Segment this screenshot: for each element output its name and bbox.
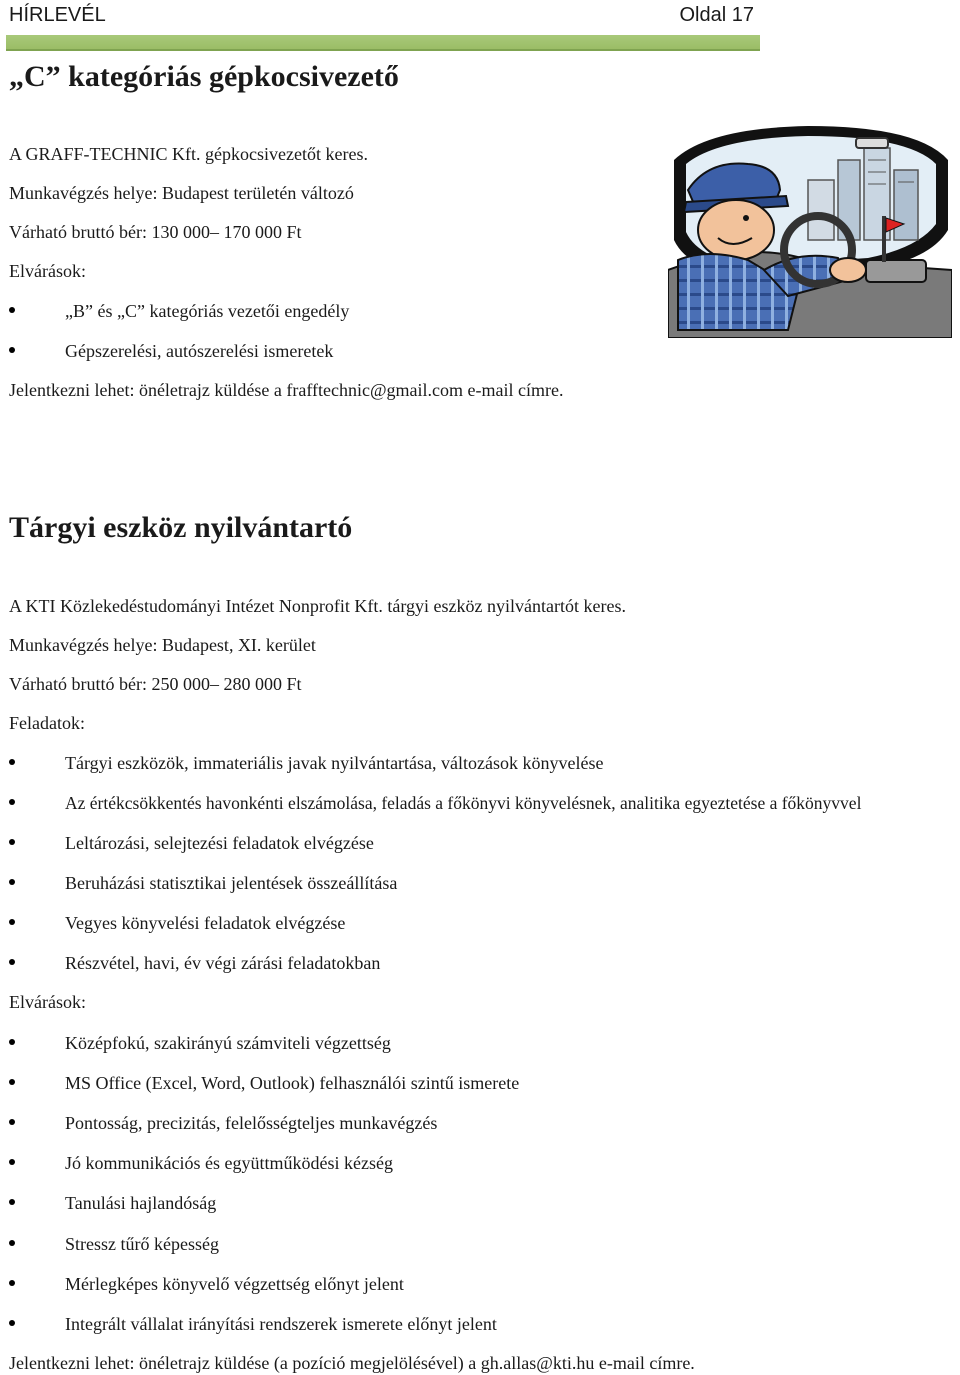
bullet-icon xyxy=(9,1280,15,1286)
job2-line: Munkavégzés helye: Budapest, XI. kerület xyxy=(9,635,316,655)
job2-line: A KTI Közlekedéstudományi Intézet Nonprofit Kft. tárgyi eszköz nyilvántartót keres. xyxy=(9,596,626,616)
bullet-icon xyxy=(9,347,15,353)
job2-apply: Jelentkezni lehet: önéletrajz küldése (a pozíció megjelölésével) a gh.allas@kti.hu e-mail címre. xyxy=(9,1353,695,1373)
bullet-icon xyxy=(9,1320,15,1326)
header-rule xyxy=(6,35,760,51)
job1-line: Várható bruttó bér: 130 000– 170 000 Ft xyxy=(9,222,302,242)
bullet-icon xyxy=(9,839,15,845)
newsletter-header xyxy=(0,0,760,32)
bullet-icon xyxy=(9,799,15,805)
job1-line: A GRAFF-TECHNIC Kft. gépkocsivezetőt keres. xyxy=(9,144,368,164)
bullet-icon xyxy=(9,1159,15,1165)
bullet-icon xyxy=(9,759,15,765)
bullet-icon xyxy=(9,959,15,965)
page-number: Oldal 17 xyxy=(679,4,754,26)
newsletter-label: HÍRLEVÉL xyxy=(9,4,106,26)
bullet-icon xyxy=(9,879,15,885)
job2-tasks-label: Feladatok: xyxy=(9,713,85,733)
bullet-icon xyxy=(9,1079,15,1085)
bullet-icon xyxy=(9,307,15,313)
job2-line: Várható bruttó bér: 250 000– 280 000 Ft xyxy=(9,674,302,694)
bullet-icon xyxy=(9,1240,15,1246)
job2-title: Tárgyi eszköz nyilvántartó xyxy=(9,511,353,544)
job1-apply: Jelentkezni lehet: önéletrajz küldése a frafftechnic@gmail.com e-mail címre. xyxy=(9,380,564,400)
job1-line: Munkavégzés helye: Budapest területén változó xyxy=(9,183,354,203)
truck-driver-illustration xyxy=(668,120,952,338)
job2-requirements-label: Elvárások: xyxy=(9,992,86,1012)
bullet-icon xyxy=(9,919,15,925)
bullet-icon xyxy=(9,1039,15,1045)
bullet-icon xyxy=(9,1199,15,1205)
job1-requirements-label: Elvárások: xyxy=(9,261,86,281)
job1-title: „C” kategóriás gépkocsivezető xyxy=(9,60,399,93)
bullet-icon xyxy=(9,1119,15,1125)
